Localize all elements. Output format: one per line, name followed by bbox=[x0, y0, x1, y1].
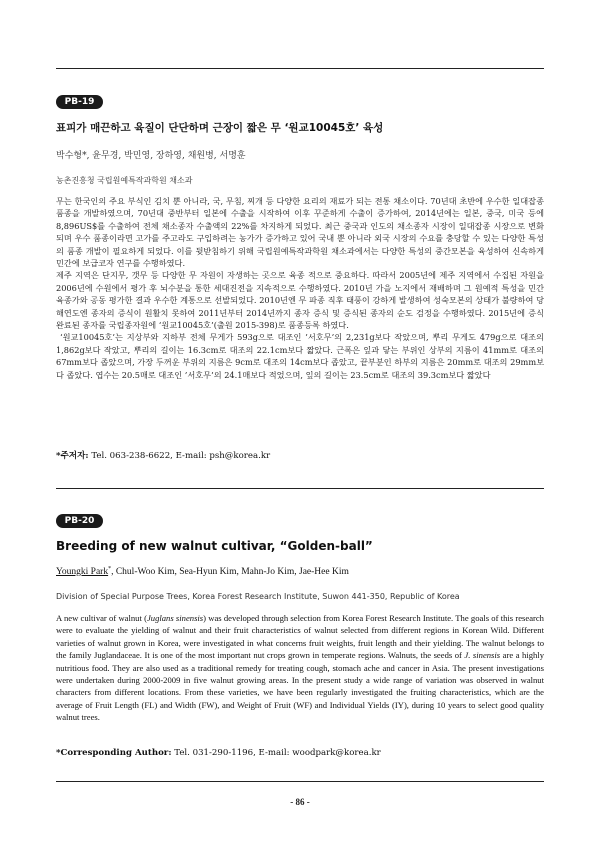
abstract-paragraph: 무는 한국인의 주요 부식인 김치 뿐 아니라, 국, 무침, 찌개 등 다양한 요리의 재료가 되는 전통 채소이다. 70년대 초반에 우수한 일대잡종 품종을 개발하였으며, 70년대 중반부터 일본에 수출을 시작하여 이후 꾸준하게 수출이 증가하여, 2014년에는 일본, 중국, 미국 등에 8,896US$를 수출하여 전체 채소종자 수출액의 22%를 차지하게 되었다. 최근 중국과 인도의 채소종자 시장이 일대잡종 시장으로 변화되며 우수 품종이라면 고가를 주고라도 구입하려는 농가가 증가하고 있어 국내 뿐 아니라 외국 시장의 수요를 충당할 수 있는 다양한 특성의 품종 개발이 필요하게 되었다. 이를 뒷받침하기 위해 국립원예특작과학원 채소과에서는 다양한 특성의 중간모본을 육성하여 신속하게 민간에 보급코자 연구를 수행하였다. bbox=[56, 196, 544, 269]
abstract-paragraph: ‘원교10045호’는 지상부와 지하부 전체 무게가 593g으로 대조인 ’서호무’의 2,231g보다 작았으며, 뿌리 무게도 479g으로 대조의 1,862g보다 작았고, 뿌리의 길이는 16.3cm로 대조의 22.1cm보다 짧았다. 근폭은 잎과 닿는 부위인 상부의 지름이 41mm로 대조의 67mm보다 좁았으며, 가장 두꺼운 부위의 지름은 9cm로 대조의 14cm보다 좁았고, 끝부분인 하부의 지름은 20mm로 대조의 29mm보다 좁았다. 엽수는 20.5매로 대조인 ’서호무’의 24.1매보다 적었으며, 잎의 길이는 23.5cm로 대조의 39.3cm보다 짧았다 bbox=[56, 332, 544, 380]
middle-rule bbox=[56, 488, 544, 489]
top-rule bbox=[56, 68, 544, 69]
abstract-title-pb20: Breeding of new walnut cultivar, “Golden-ball” bbox=[56, 539, 373, 553]
affiliation-pb19: 농촌진흥청 국립원예특작과학원 채소과 bbox=[56, 176, 193, 185]
abstract-body-pb20 bbox=[56, 612, 544, 724]
affiliation-pb20: Division of Special Purpose Trees, Korea Forest Research Institute, Suwon 441-350, Republic of Korea bbox=[56, 592, 460, 601]
species-name: Juglans sinensis bbox=[146, 613, 204, 623]
author-list-pb20 bbox=[56, 566, 544, 577]
abstract-text: are a highly nutritious food. They are also used as a traditional remedy for treating cough, stomach ache and cancer in Asia. The present investigations were undertaken during 2000-2009 in five walnut growing areas. In the present study a wide range of variation was observed in walnut characters from different locations. From these varieties, we have been regularly investigated the fruiting characteristics, which are the average of Fruit Length (FL) and Width (FW), and Weight of Fruit (WF) and Individual Yields (IY), during 10 years to select good quality walnut trees. bbox=[56, 650, 544, 723]
abstract-body-pb19 bbox=[56, 195, 544, 381]
abstract-title-pb19: 표피가 매끈하고 육질이 단단하며 근장이 짧은 무 ‘원교10045호’ 육성 bbox=[56, 122, 384, 134]
contact-label: *Corresponding Author: bbox=[56, 748, 172, 758]
coauthors: , Chul-Woo Kim, Sea-Hyun Kim, Mahn-Jo Kim, Jae-Hee Kim bbox=[111, 567, 349, 578]
author-list-pb19: 박수형*, 윤무경, 박민영, 장하영, 채원병, 서명훈 bbox=[56, 151, 246, 161]
abstract-text: A new cultivar of walnut ( bbox=[56, 613, 147, 623]
contact-label: *주저자: bbox=[56, 451, 89, 461]
abstract-badge-pb19: PB-19 bbox=[56, 95, 103, 109]
species-name: J. sinensis bbox=[464, 650, 501, 661]
contact-text: Tel. 031-290-1196, E-mail: woodpark@korea.kr bbox=[174, 748, 381, 758]
page-number: - 86 - bbox=[290, 797, 310, 807]
contact-line-pb20 bbox=[56, 748, 544, 758]
abstract-text: ) was developed through selection from Korea Forest Research Institute. The goals of this research were to evaluate the yielding of walnut and their fruit characteristics of walnut selected from different regions in Korean Wild. Different varieties of walnut grown in Korea, were investigated in what concerns fruit weights, fruit length and their yielding. The walnut belongs to the family Juglandaceae. It is one of the most important nut crops grown in temperate regions. Walnuts, the seeds of bbox=[56, 613, 544, 661]
bottom-rule bbox=[56, 781, 544, 782]
contact-line-pb19 bbox=[56, 449, 544, 461]
lead-author: Youngki Park bbox=[56, 567, 109, 578]
abstract-paragraph: 제주 지역은 단지무, 갯무 등 다양한 무 자원이 자생하는 곳으로 육종 적으로 중요하다. 따라서 2005년에 제주 지역에서 수집된 자원을 2006년에 수원에서 평가 후 뇌수분을 통한 세대진전을 지속적으로 수행하였다. 2010년 가을 노지에서 재배하며 그 원예적 특성을 민간 육종가와 공동 평가한 결과 우수한 계통으로 선발되었다. 2010년엔 무 파종 직후 태풍이 강하게 발생하여 성숙모본의 상태가 불량하여 당해연도엔 종자의 증식이 원활치 못하여 2011년부터 2014년까지 종자 증식 및 증식된 종자의 순도 검정을 수행하였다. 2015년에 증식 완료된 종자를 국립종자원에 ‘원교10045호’(출원 2015-398)로 품종등록 하였다. bbox=[56, 270, 544, 331]
abstract-badge-pb20: PB-20 bbox=[56, 514, 103, 528]
lead-author-mark: * bbox=[108, 566, 112, 572]
contact-text: Tel. 063-238-6622, E-mail: psh@korea.kr bbox=[91, 451, 271, 461]
